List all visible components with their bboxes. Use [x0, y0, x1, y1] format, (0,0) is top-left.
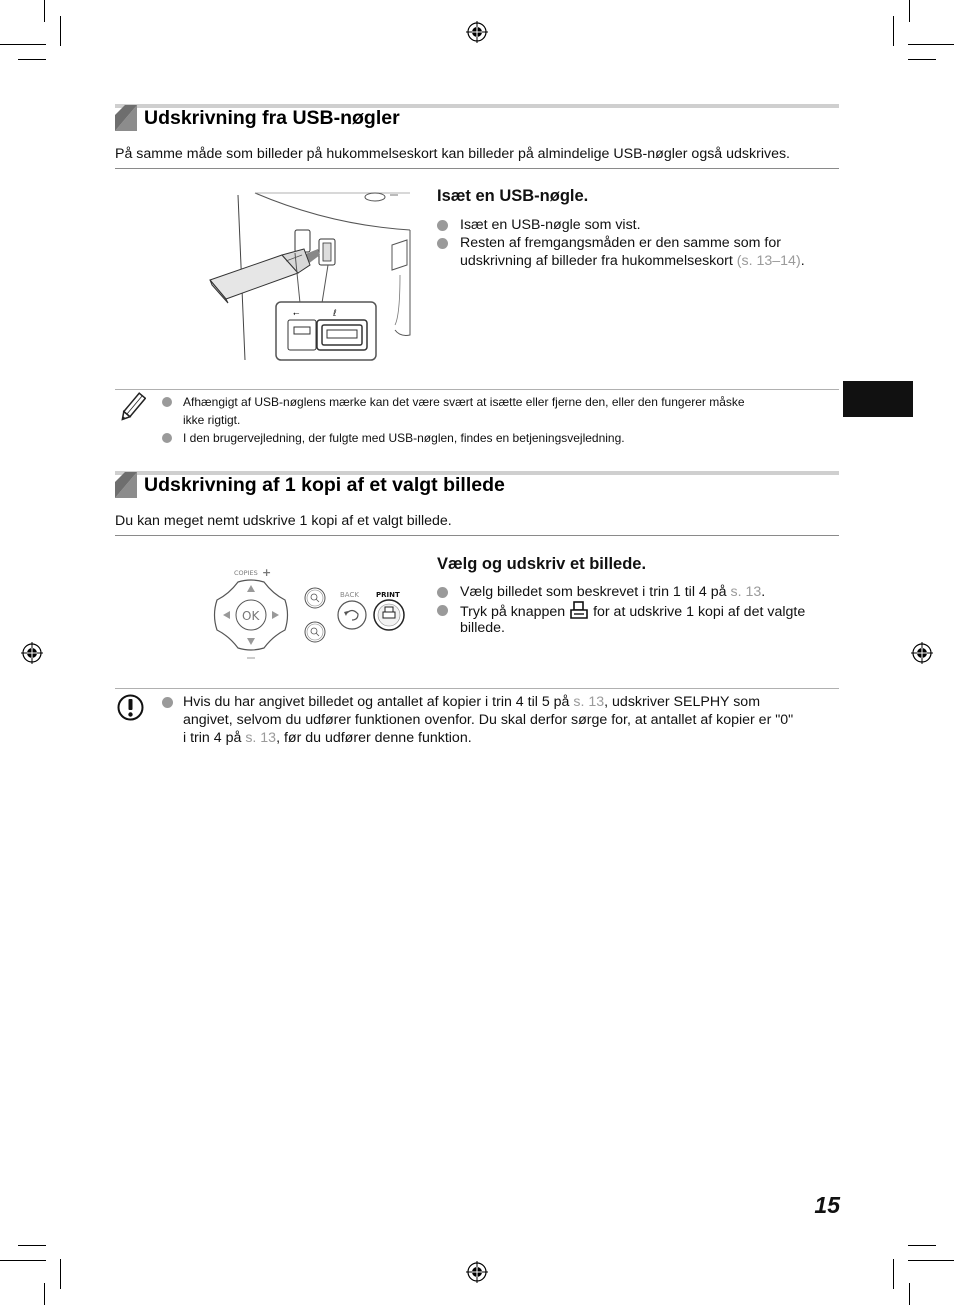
svg-text:+: + [262, 566, 272, 579]
registration-mark-icon [466, 1261, 488, 1283]
section-intro: På samme måde som billeder på hukommelseskort kan billeder på almindelige USB-nøgler også udskrives. [115, 146, 791, 162]
page-reference-link[interactable]: s. 13 [245, 730, 277, 746]
crop-mark [44, 1283, 45, 1305]
usb-stick-insertion-illustration [200, 185, 415, 365]
caution-text: , før du udfører denne funktion. [276, 730, 472, 746]
crop-mark [893, 1259, 894, 1289]
caution-text-line [183, 693, 760, 711]
note-divider [115, 389, 839, 390]
section-title: Udskrivning fra USB-nøgler [144, 107, 400, 129]
crop-mark [60, 16, 61, 46]
bullet-dot-icon [162, 697, 173, 708]
crop-mark [908, 44, 954, 45]
bullet-text: Resten af fremgangsmåden er den samme som for [460, 235, 781, 251]
bullet-dot-icon [437, 587, 448, 598]
section-title: Udskrivning af 1 kopi af et valgt billede [144, 474, 505, 496]
bullet-dot-icon [437, 605, 448, 616]
page-reference-link[interactable]: s. 13 [573, 694, 605, 710]
crop-mark [909, 1283, 910, 1305]
crop-mark [0, 44, 46, 45]
bullet-dot-icon [437, 220, 448, 231]
note-text: I den brugervejledning, der fulgte med USB-nøglen, findes en betjeningsvejledning. [183, 431, 625, 445]
svg-text:⭠: ⭠ [293, 309, 300, 318]
bullet-text: for at udskrive 1 kopi af det valgte [593, 604, 806, 620]
bullet-text: udskrivning af billeder fra hukommelseskort [460, 253, 733, 269]
crop-mark [908, 59, 936, 60]
section-intro: Du kan meget nemt udskrive 1 kopi af et valgt billede. [115, 513, 452, 529]
registration-mark-icon [911, 642, 933, 664]
divider [115, 535, 839, 536]
back-label: BACK [340, 591, 359, 599]
caution-text: , udskriver SELPHY som [604, 694, 761, 710]
print-label: PRINT [376, 591, 400, 599]
divider [115, 168, 839, 169]
step-title: Isæt en USB-nøgle. [437, 187, 589, 205]
registration-mark-icon [21, 642, 43, 664]
bullet-dot-icon [162, 433, 172, 443]
copies-label: COPIES [234, 569, 258, 577]
bullet-dot-icon [437, 238, 448, 249]
crop-mark [909, 0, 910, 22]
page-reference-link[interactable]: s. 13 [730, 584, 762, 600]
bullet-text-line [460, 252, 805, 270]
registration-mark-icon [466, 21, 488, 43]
bullet-text: . [800, 253, 805, 269]
crop-mark [18, 59, 46, 60]
bullet-dot-icon [162, 397, 172, 407]
crop-mark [908, 1260, 954, 1261]
step-title: Vælg og udskriv et billede. [437, 555, 647, 573]
section-marker-icon [115, 472, 137, 498]
page-number: 15 [814, 1192, 840, 1218]
crop-mark [0, 1260, 46, 1261]
chapter-tab [843, 381, 913, 417]
crop-mark [908, 1245, 936, 1246]
svg-text:ℓ: ℓ [333, 309, 337, 319]
bullet-text: billede. [460, 620, 505, 636]
pencil-icon [118, 392, 146, 424]
bullet-text-line [460, 601, 805, 621]
crop-mark [60, 1259, 61, 1289]
caution-text: i trin 4 på [183, 730, 242, 746]
bullet-text: Tryk på knappen [460, 604, 566, 620]
print-icon [569, 601, 589, 619]
bullet-text-line [460, 583, 765, 601]
crop-mark [18, 1245, 46, 1246]
caution-text: angivet, selvom du udfører funktionen ovenfor. Du skal derfor sørge for, at antallet af kopier er "0" [183, 712, 794, 728]
exclamation-icon [117, 694, 144, 721]
caution-text-line [183, 729, 472, 747]
bullet-text: . [761, 584, 766, 600]
crop-mark [893, 16, 894, 46]
note-text: Afhængigt af USB-nøglens mærke kan det være svært at isætte eller fjerne den, eller den fungerer måske [183, 395, 745, 409]
control-panel-illustration [205, 560, 415, 665]
caution-text: Hvis du har angivet billedet og antallet af kopier i trin 4 til 5 på [183, 694, 570, 710]
bullet-text: Isæt en USB-nøgle som vist. [460, 217, 641, 233]
section-marker-icon [115, 105, 137, 131]
caution-divider [115, 688, 839, 689]
page-reference-link[interactable]: (s. 13–14) [736, 253, 801, 269]
bullet-text: Vælg billedet som beskrevet i trin 1 til 4 på [460, 584, 727, 600]
ok-label: OK [242, 609, 260, 623]
crop-mark [44, 0, 45, 22]
note-text: ikke rigtigt. [183, 413, 241, 427]
